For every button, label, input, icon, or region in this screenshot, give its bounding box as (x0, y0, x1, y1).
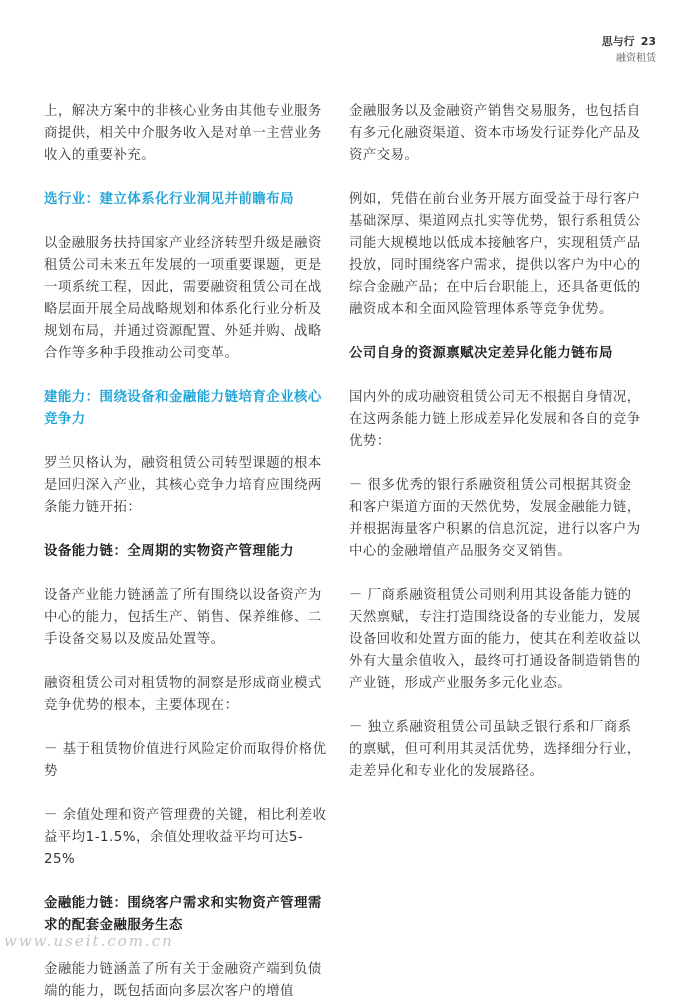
bullet-item: － 余值处理和资产管理费的关键，相比利差收益平均1-1.5%，余值处理收益平均可达5-25% (44, 808, 327, 867)
paragraph: 例如，凭借在前台业务开展方面受益于母行客户基础深厚、渠道网点扎实等优势，银行系租赁公司能大规模地以低成本接触客户，实现租赁产品投放，同时围绕客户需求，提供以客户为中心的综合金融产品；在中后台职能上，还具备更低的融资成本和全面风险管理体系等竞争优势。 (349, 192, 641, 317)
subheading-equipment-chain: 设备能力链：全周期的实物资产管理能力 (44, 544, 295, 559)
paragraph: 融资租赁公司对租赁物的洞察是形成商业模式竞争优势的根本，主要体现在： (44, 676, 322, 713)
watermark: www.useit.com.cn (4, 932, 174, 950)
bullet-item: － 独立系融资租赁公司虽缺乏银行系和厂商系的禀赋，但可利用其灵活优势，选择细分行业，走差异化和专业化的发展路径。 (349, 720, 641, 779)
page-header (602, 34, 656, 66)
left-column (44, 101, 334, 1003)
paragraph: 国内外的成功融资租赁公司无不根据自身情况，在这两条能力链上形成差异化发展和各自的竞争优势： (349, 390, 641, 449)
paragraph: 上，解决方案中的非核心业务由其他专业服务商提供，相关中介服务收入是对单一主营业务收入的重要补充。 (44, 104, 322, 163)
header-top-line (602, 34, 656, 49)
bullet-item: － 基于租赁物价值进行风险定价而取得价格优势 (44, 742, 327, 779)
paragraph: 金融能力链涵盖了所有关于金融资产端到负债端的能力，既包括面向多层次客户的增值 (44, 962, 322, 999)
subheading-resource-endowment: 公司自身的资源禀赋决定差异化能力链布局 (349, 346, 613, 361)
bullet-item: － 厂商系融资租赁公司则利用其设备能力链的天然禀赋，专注打造围绕设备的专业能力，发展设备回收和处置方面的能力，使其在利差收益以外有大量余值收入，最终可打通设备制造销售的产业链，形成产业服务多元化业态。 (349, 588, 641, 691)
paragraph: 金融服务以及金融资产销售交易服务，也包括自有多元化融资渠道、资本市场发行证券化产品及资产交易。 (349, 104, 641, 163)
section-heading-build-capability: 建能力：围绕设备和金融能力链培育企业核心竞争力 (44, 390, 322, 427)
paragraph: 以金融服务扶持国家产业经济转型升级是融资租赁公司未来五年发展的一项重要课题，更是一项系统工程，因此，需要融资租赁公司在战略层面开展全局战略规划和体系化行业分析及规划布局，并通过资源配置、外延并购、战略合作等多种手段推动公司变革。 (44, 236, 322, 361)
section-heading-select-industry: 选行业：建立体系化行业洞见并前瞻布局 (44, 192, 295, 207)
paragraph: 罗兰贝格认为，融资租赁公司转型课题的根本是回归深入产业，其核心竞争力培育应围绕两条能力链开拓： (44, 456, 322, 515)
header-subtitle: 融资租赁 (616, 53, 656, 64)
subheading-finance-chain: 金融能力链：围绕客户需求和实物资产管理需求的配套金融服务生态 (44, 896, 322, 933)
paragraph: 设备产业能力链涵盖了所有围绕以设备资产为中心的能力，包括生产、销售、保养维修、二手设备交易以及废品处置等。 (44, 588, 322, 647)
header-title: 思与行 (601, 35, 635, 48)
page-number: 23 (640, 35, 656, 48)
right-column (349, 101, 641, 783)
bullet-item: － 很多优秀的银行系融资租赁公司根据其资金和客户渠道方面的天然优势，发展金融能力链，并根据海量客户积累的信息沉淀，进行以客户为中心的金融增值产品服务交叉销售。 (349, 478, 641, 559)
